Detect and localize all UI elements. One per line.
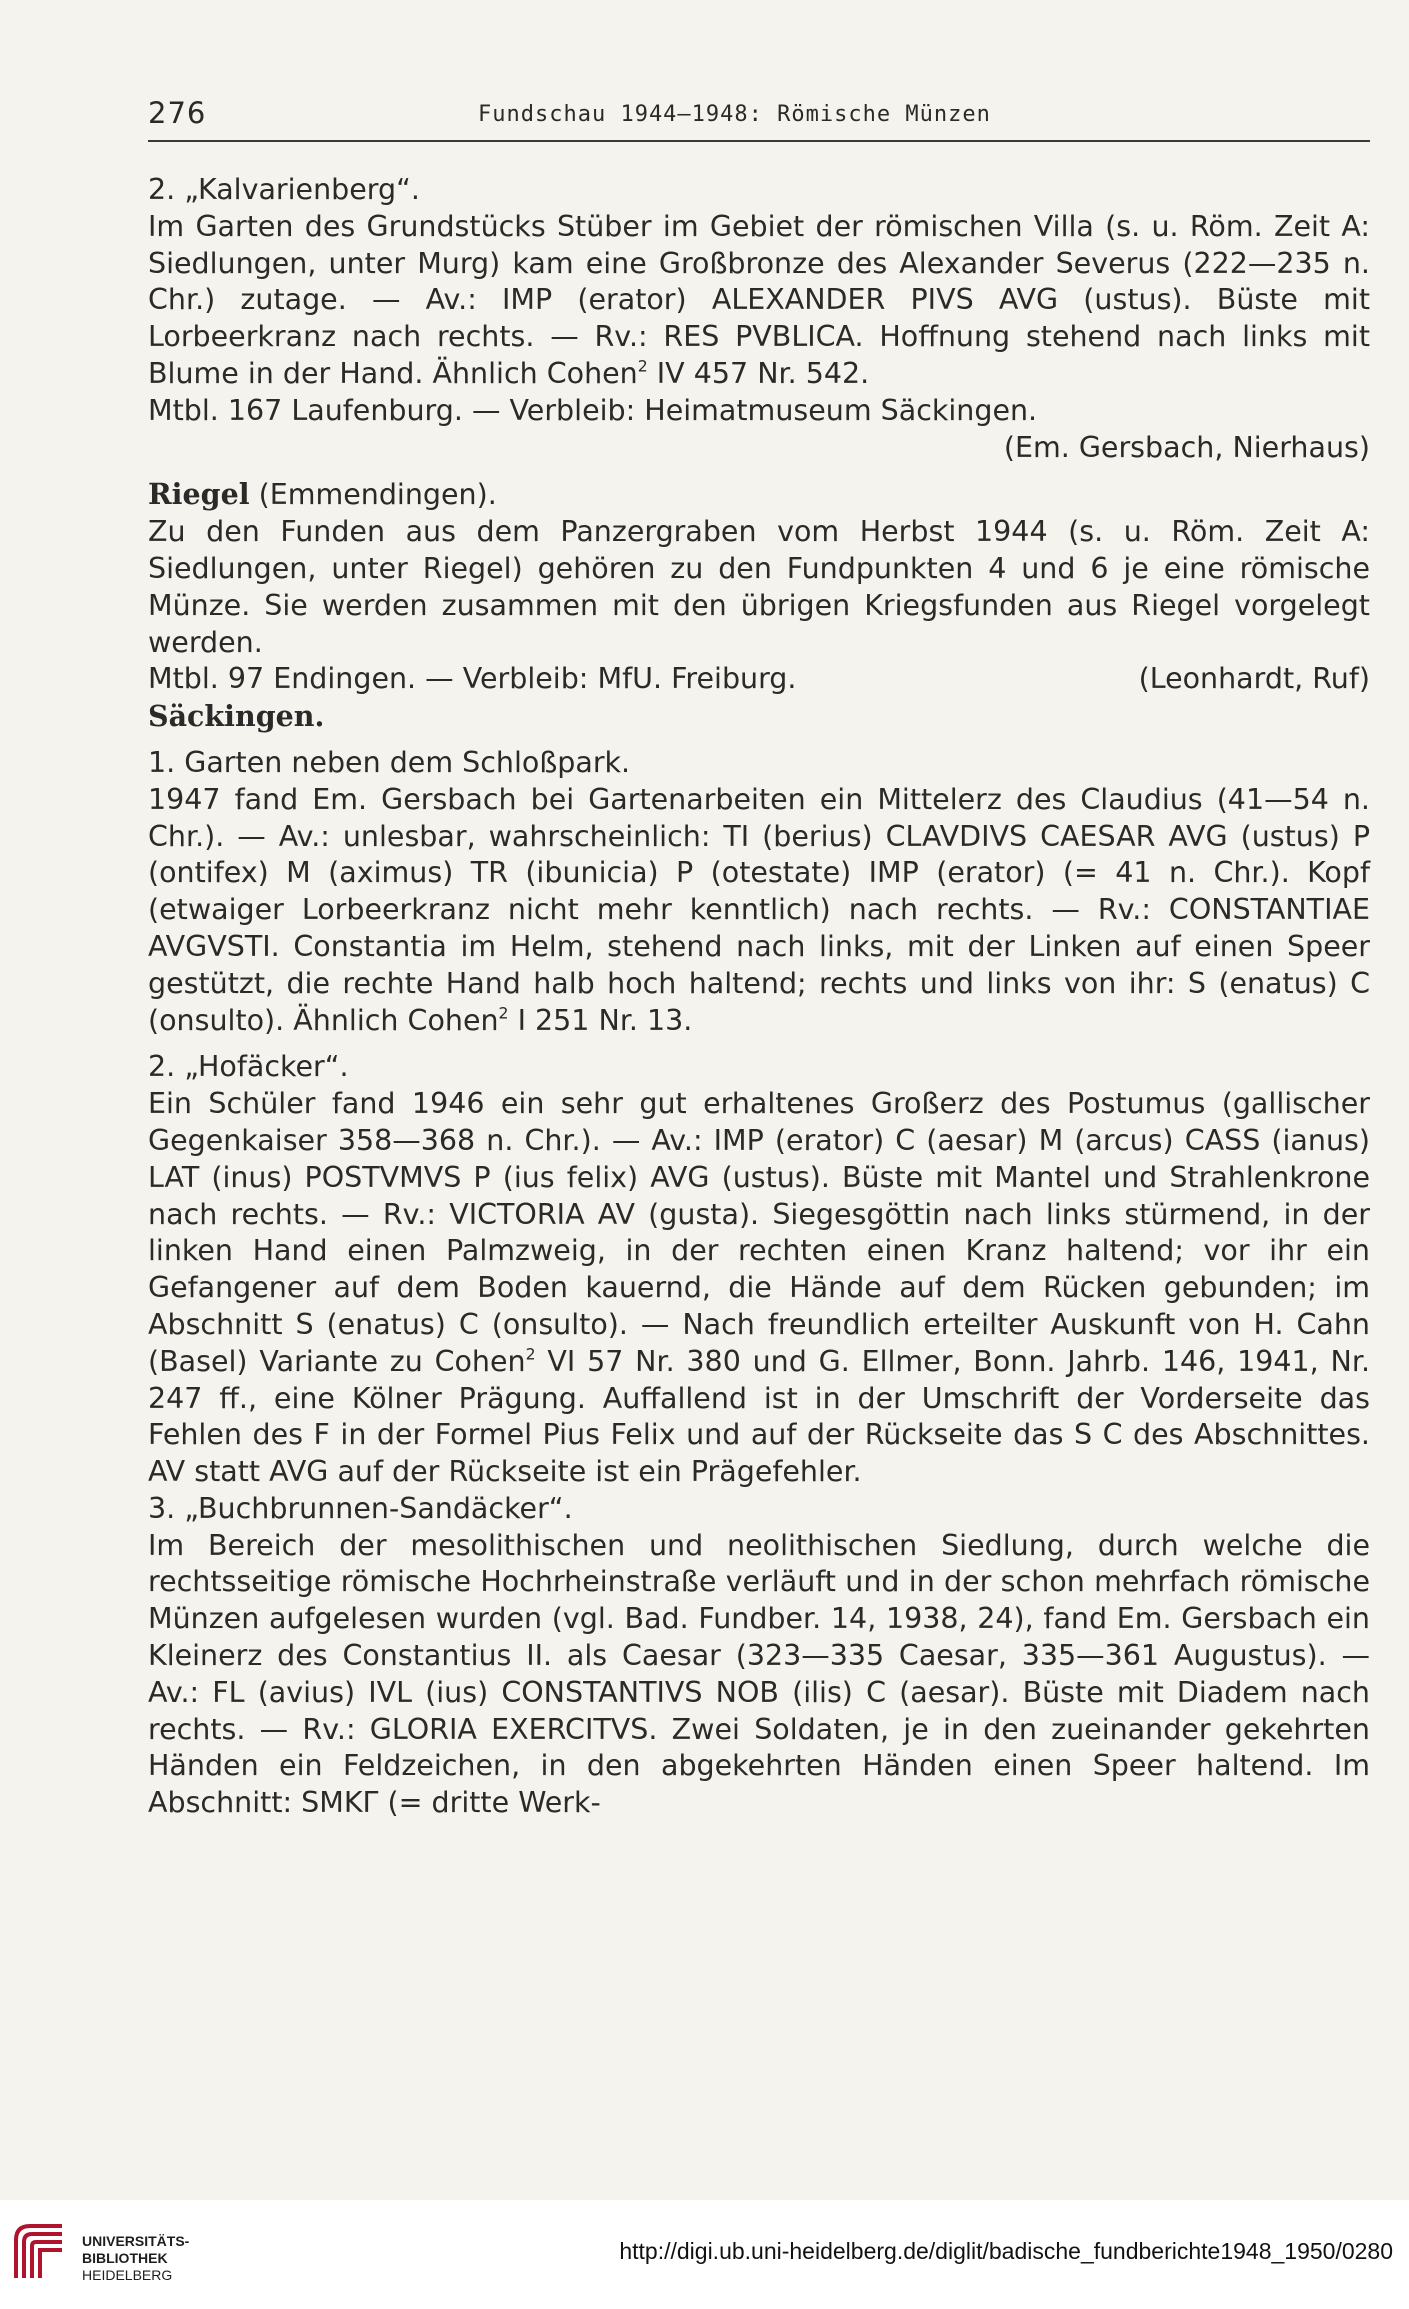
library-line: UNIVERSITÄTS-	[82, 2233, 190, 2249]
ub-heidelberg-logo-icon	[10, 2218, 70, 2288]
paragraph-text: VI 57 Nr. 380 und G. Ellmer, Bonn. Jahrb. 146, 1941, Nr. 247 ff., eine Kölner Prägung. Auffallend ist in der Umschrift der Vorderseite das Fehlen des F in der Formel Pius Felix und auf der Rückseite das S C des Abschnittes. AV statt AVG auf der Rückseite ist ein Prägefehler.	[148, 1344, 1371, 1489]
site-heading-riegel	[148, 476, 1370, 514]
library-line: BIBLIOTHEK	[82, 2250, 168, 2266]
paragraph-text: IV 457 Nr. 542.	[647, 356, 870, 390]
author-credit: (Leonhardt, Ruf)	[1138, 662, 1370, 696]
page-number: 276	[148, 96, 207, 130]
paragraph-text: Ein Schüler fand 1946 ein sehr gut erhaltenes Großerz des Postumus (gallischer Gegenkaiser 358—368 n. Chr.). — Av.: IMP (erator) C (aesar) M (arcus) CASS (ianus) LAT (inus) POSTVMVS P (ius felix) AVG (ustus). Büste mit Mantel und Strahlenkrone nach rechts. — Rv.: VICTORIA AV (gusta). Siegesgöttin nach links stürmend, in der linken Hand einen Palmzweig, in der rechten einen Kranz haltend; vor ihr ein Gefangener auf dem Boden kauernd, die Hände auf dem Rücken gebunden; im Abschnitt S (enatus) C (onsulto). — Nach freundlich erteilter Auskunft von H. Cahn (Basel) Variante zu Cohen	[148, 1087, 1370, 1378]
footnote-sup: 2	[637, 356, 648, 376]
paragraph-schlosspark	[148, 782, 1370, 1040]
footnote-sup: 2	[525, 1343, 536, 1363]
library-line: HEIDELBERG	[82, 2267, 173, 2283]
library-name	[82, 2233, 189, 2284]
running-title: Fundschau 1944—1948: Römische Münzen	[478, 102, 991, 127]
item-heading-buchbrunnen: 3. „Buchbrunnen-Sandäcker“.	[148, 1491, 573, 1525]
digitization-footer	[0, 2200, 1409, 2309]
author-credit: (Em. Gersbach, Nierhaus)	[1003, 430, 1370, 464]
footnote-sup: 2	[498, 1002, 509, 1022]
running-header	[148, 92, 1370, 142]
permalink-url[interactable]: http://digi.ub.uni-heidelberg.de/diglit/badische_fundberichte1948_1950/0280	[619, 2238, 1393, 2264]
item-heading-kalvarienberg: 2. „Kalvarienberg“.	[148, 173, 420, 206]
paragraph-text: 1947 fand Em. Gersbach bei Gartenarbeiten ein Mittelerz des Claudius (41—54 n. Chr.). — Av.: unlesbar, wahrscheinlich: TI (berius) CLAVDIVS CAESAR AVG (ustus) P (ontifex) M (aximus) TR (ibunicia) P (otestate) IMP (erator) (= 41 n. Chr.). Kopf (etwaiger Lorbeerkranz nicht mehr kenntlich) nach rechts. — Rv.: CONSTANTIAE AVGVSTI. Constantia im Helm, stehend nach links, mit der Linken auf einen Speer gestützt, die rechte Hand halb hoch haltend; rechts und links von ihr: S (enatus) C (onsulto). Ähnlich Cohen	[148, 782, 1370, 1037]
map-sheet-line: Mtbl. 167 Laufenburg. — Verbleib: Heimatmuseum Säckingen.	[148, 393, 1038, 427]
paragraph-text: Im Garten des Grundstücks Stüber im Gebiet der römischen Villa (s. u. Röm. Zeit A: Siedlungen, unter Murg) kam eine Großbronze des Alexander Severus (222—235 n. Chr.) zutage. — Av.: IMP (erator) ALEXANDER PIVS AVG (ustus). Büste mit Lorbeerkranz nach rechts. — Rv.: RES PVBLICA. Hoffnung stehend nach links mit Blume in der Hand. Ähnlich Cohen	[148, 209, 1370, 390]
item-heading-schlosspark: 1. Garten neben dem Schloßpark.	[148, 745, 631, 779]
page-body	[148, 172, 1370, 1822]
item-heading-hofaecker: 2. „Hofäcker“.	[148, 1050, 349, 1084]
place-name: Riegel	[148, 477, 250, 512]
paragraph-buchbrunnen: Im Bereich der mesolithischen und neolithischen Siedlung, durch welche die rechtsseitige römische Hochrheinstraße verläuft und in der schon mehrfach römische Münzen aufgelesen wurden (vgl. Bad. Fundber. 14, 1938, 24), fand Em. Gersbach ein Kleinerz des Constantius II. als Caesar (323—335 Caesar, 335—361 Augustus). — Av.: FL (avius) IVL (ius) CONSTANTIVS NOB (ilis) C (aesar). Büste mit Diadem nach rechts. — Rv.: GLORIA EXERCITVS. Zwei Soldaten, je in den zueinander gekehrten Händen ein Feldzeichen, in den abgekehrten Händen einen Speer haltend. Im Abschnitt: SMKΓ (= dritte Werk-	[148, 1528, 1370, 1820]
site-heading-saeckingen: Säckingen.	[148, 699, 325, 734]
map-sheet-line-riegel	[148, 661, 1370, 698]
paragraph-text: I 251 Nr. 13.	[508, 1003, 693, 1037]
paragraph-hofaecker	[148, 1086, 1370, 1491]
map-sheet-text: Mtbl. 97 Endingen. — Verbleib: MfU. Freiburg.	[148, 662, 797, 696]
place-district: (Emmendingen).	[249, 478, 497, 512]
paragraph-kalvarienberg	[148, 209, 1370, 393]
paragraph-riegel: Zu den Funden aus dem Panzergraben vom Herbst 1944 (s. u. Röm. Zeit A: Siedlungen, unter Riegel) gehören zu den Fundpunkten 4 und 6 je eine römische Münze. Sie werden zusammen mit den übrigen Kriegsfunden aus Riegel vorgelegt werden.	[148, 515, 1370, 659]
